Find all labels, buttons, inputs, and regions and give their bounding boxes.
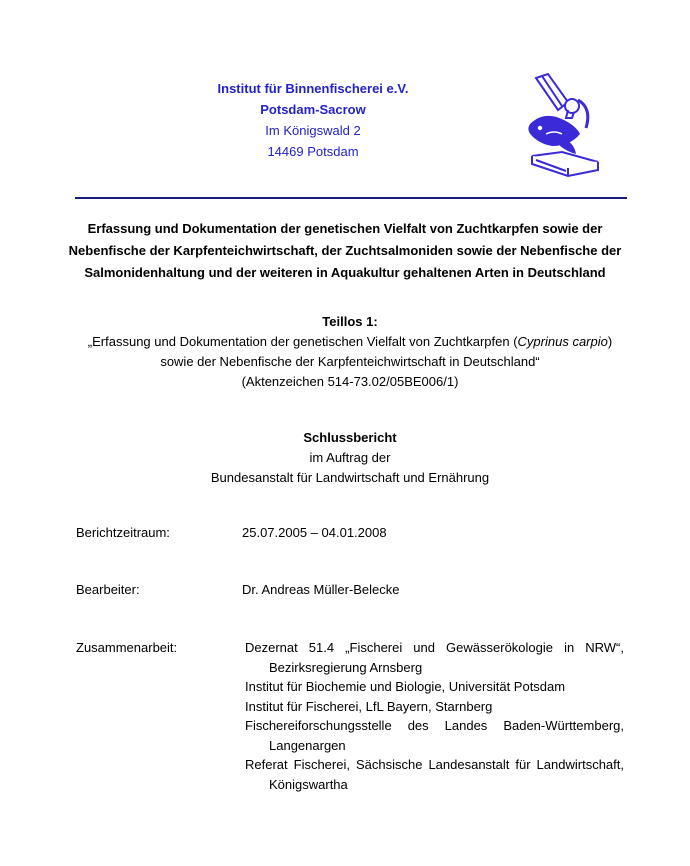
institute-header	[170, 78, 456, 162]
collaboration-line: Institut für Biochemie und Biologie, Universität Potsdam	[245, 679, 566, 694]
part-heading: Teillos 1:	[322, 314, 378, 329]
institute-city: 14469 Potsdam	[267, 144, 359, 159]
report-line-1: im Auftrag der	[309, 450, 391, 465]
editor-value: Dr. Andreas Müller-Belecke	[242, 582, 400, 597]
title-line-1: Erfassung und Dokumentation der genetischen Vielfalt von Zuchtkarpfen sowie der	[87, 221, 603, 236]
editor-label: Bearbeiter:	[76, 582, 140, 597]
period-value: 25.07.2005 – 04.01.2008	[242, 525, 387, 540]
institute-name: Institut für Binnenfischerei e.V.	[217, 81, 409, 96]
collaboration-list	[245, 638, 624, 794]
title-line-2: Nebenfische der Karpfenteichwirtschaft, der Zuchtsalmoniden sowie der Nebenfische der	[68, 243, 622, 258]
collaboration-line: Dezernat 51.4 „Fischerei und Gewässerökologie in NRW“,	[245, 640, 624, 655]
collaboration-line: Langenargen	[269, 737, 346, 753]
collaboration-line: Referat Fischerei, Sächsische Landesanstalt für Landwirtschaft,	[245, 757, 624, 772]
institute-location: Potsdam-Sacrow	[260, 102, 366, 117]
part-reference: (Aktenzeichen 514-73.02/05BE006/1)	[241, 374, 459, 389]
collaboration-line: Königswartha	[269, 776, 348, 792]
title-line-3: Salmonidenhaltung und der weiteren in Aquakultur gehaltenen Arten in Deutschland	[84, 265, 606, 280]
collaboration-line: Institut für Fischerei, LfL Bayern, Starnberg	[245, 698, 493, 714]
header-divider	[75, 197, 627, 199]
part-line-1-close: )	[607, 334, 613, 349]
report-heading: Schlussbericht	[303, 430, 397, 445]
document-title	[50, 218, 640, 284]
report-section	[0, 428, 690, 488]
report-line-2: Bundesanstalt für Landwirtschaft und Ernährung	[210, 470, 490, 485]
collaboration-line: Bezirksregierung Arnsberg	[269, 659, 423, 675]
collaboration-label: Zusammenarbeit:	[76, 640, 178, 655]
part-section	[0, 312, 690, 392]
part-line-1-text: „Erfassung und Dokumentation der genetischen Vielfalt von Zuchtkarpfen (	[87, 334, 518, 349]
species-name: Cyprinus carpio	[517, 334, 608, 349]
period-label: Berichtzeitraum:	[76, 525, 170, 540]
part-line-1	[0, 332, 690, 352]
microscope-fish-logo-icon	[522, 72, 602, 178]
part-line-2: sowie der Nebenfische der Karpfenteichwirtschaft in Deutschland“	[160, 354, 540, 369]
institute-street: Im Königswald 2	[265, 123, 361, 138]
collaboration-line: Fischereiforschungsstelle des Landes Baden-Württemberg,	[245, 718, 624, 733]
